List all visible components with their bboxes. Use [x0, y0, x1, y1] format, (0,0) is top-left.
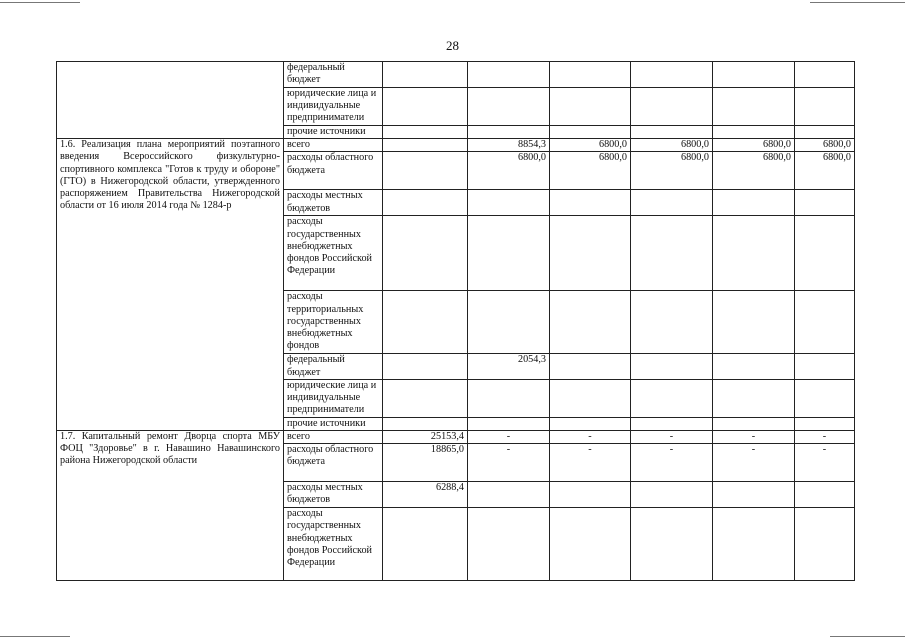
value-cell — [631, 88, 713, 126]
value-cell — [631, 190, 713, 216]
value-cell — [631, 126, 713, 139]
funding-source: расходы областного бюджета — [284, 152, 383, 190]
value-cell — [631, 216, 713, 291]
value-cell — [631, 62, 713, 88]
value-cell: 6800,0 — [795, 152, 855, 190]
value-cell — [631, 379, 713, 417]
value-cell: 6800,0 — [631, 139, 713, 152]
value-cell: 8854,3 — [468, 139, 550, 152]
funding-source: юридические лица и индивидуальные предприниматели — [284, 379, 383, 417]
value-cell — [713, 417, 795, 430]
value-cell — [383, 190, 468, 216]
value-cell — [713, 354, 795, 379]
value-cell — [713, 291, 795, 354]
value-cell: 25153,4 — [383, 431, 468, 444]
value-cell — [550, 379, 631, 417]
value-cell: 18865,0 — [383, 444, 468, 482]
value-cell — [795, 417, 855, 430]
value-cell — [383, 379, 468, 417]
value-cell — [795, 126, 855, 139]
funding-source: прочие источники — [284, 417, 383, 430]
funding-source: прочие источники — [284, 126, 383, 139]
item-description — [57, 62, 284, 139]
value-cell: - — [468, 431, 550, 444]
value-cell — [631, 482, 713, 508]
table-row — [57, 62, 855, 88]
value-cell: - — [631, 444, 713, 482]
value-cell — [795, 508, 855, 581]
value-cell — [713, 216, 795, 291]
value-cell: 6800,0 — [550, 152, 631, 190]
value-cell — [550, 88, 631, 126]
value-cell — [468, 62, 550, 88]
funding-source: юридические лица и индивидуальные предприниматели — [284, 88, 383, 126]
value-cell: 6800,0 — [550, 139, 631, 152]
item-description: 1.7. Капитальный ремонт Дворца спорта МБУ ФОЦ "Здоровье" в г. Навашино Навашинского района Нижегородской области — [57, 431, 284, 581]
value-cell — [468, 417, 550, 430]
value-cell — [468, 216, 550, 291]
value-cell — [795, 216, 855, 291]
funding-source: федеральный бюджет — [284, 62, 383, 88]
value-cell — [795, 379, 855, 417]
value-cell — [795, 62, 855, 88]
value-cell — [713, 379, 795, 417]
value-cell — [383, 62, 468, 88]
value-cell — [550, 291, 631, 354]
item-description: 1.6. Реализация плана мероприятий поэтапного введения Всероссийского физкультурно-спортивного комплекса "Готов к труду и обороне" (ГТО) в Нижегородской области, утвержденного распоряжением Правительства Нижегородской области от 16 июля 2014 года № 1284-р — [57, 139, 284, 431]
funding-source: расходы областного бюджета — [284, 444, 383, 482]
funding-source: федеральный бюджет — [284, 354, 383, 379]
value-cell: 6800,0 — [795, 139, 855, 152]
value-cell — [550, 482, 631, 508]
page-number: 28 — [446, 38, 459, 53]
value-cell — [468, 508, 550, 581]
value-cell — [468, 88, 550, 126]
table-row — [57, 139, 855, 152]
value-cell: 6800,0 — [468, 152, 550, 190]
value-cell — [631, 291, 713, 354]
scan-artifact-line — [830, 636, 905, 637]
value-cell: 6800,0 — [713, 139, 795, 152]
value-cell — [468, 482, 550, 508]
funding-source: всего — [284, 139, 383, 152]
value-cell: - — [713, 444, 795, 482]
funding-source: расходы государственных внебюджетных фондов Российской Федерации — [284, 216, 383, 291]
value-cell: - — [550, 431, 631, 444]
value-cell: 6800,0 — [631, 152, 713, 190]
value-cell — [383, 152, 468, 190]
value-cell: - — [631, 431, 713, 444]
value-cell — [550, 508, 631, 581]
value-cell — [383, 354, 468, 379]
value-cell — [383, 291, 468, 354]
value-cell — [383, 139, 468, 152]
value-cell: 6288,4 — [383, 482, 468, 508]
value-cell: - — [713, 431, 795, 444]
value-cell: - — [550, 444, 631, 482]
scan-artifact-line — [0, 2, 80, 3]
value-cell — [713, 62, 795, 88]
value-cell — [713, 88, 795, 126]
value-cell — [713, 126, 795, 139]
value-cell: - — [795, 444, 855, 482]
value-cell: 6800,0 — [713, 152, 795, 190]
value-cell — [468, 291, 550, 354]
value-cell — [795, 88, 855, 126]
value-cell — [550, 190, 631, 216]
value-cell — [795, 482, 855, 508]
value-cell — [631, 354, 713, 379]
value-cell — [631, 508, 713, 581]
value-cell — [795, 354, 855, 379]
value-cell — [383, 417, 468, 430]
value-cell — [550, 417, 631, 430]
value-cell — [713, 508, 795, 581]
value-cell — [383, 126, 468, 139]
scan-artifact-line — [0, 636, 70, 637]
value-cell — [383, 508, 468, 581]
value-cell — [383, 216, 468, 291]
value-cell: 2054,3 — [468, 354, 550, 379]
budget-table — [56, 61, 855, 581]
funding-source: расходы местных бюджетов — [284, 190, 383, 216]
value-cell: - — [468, 444, 550, 482]
value-cell — [383, 88, 468, 126]
funding-source: всего — [284, 431, 383, 444]
funding-source: расходы местных бюджетов — [284, 482, 383, 508]
funding-source: расходы государственных внебюджетных фондов Российской Федерации — [284, 508, 383, 581]
value-cell — [795, 190, 855, 216]
value-cell — [468, 379, 550, 417]
value-cell — [550, 216, 631, 291]
value-cell — [713, 190, 795, 216]
value-cell — [550, 62, 631, 88]
table-row — [57, 431, 855, 444]
value-cell — [713, 482, 795, 508]
funding-source: расходы территориальных государственных внебюджетных фондов — [284, 291, 383, 354]
value-cell: - — [795, 431, 855, 444]
value-cell — [795, 291, 855, 354]
value-cell — [550, 126, 631, 139]
value-cell — [468, 126, 550, 139]
value-cell — [631, 417, 713, 430]
scan-artifact-line — [810, 2, 905, 3]
value-cell — [550, 354, 631, 379]
value-cell — [468, 190, 550, 216]
